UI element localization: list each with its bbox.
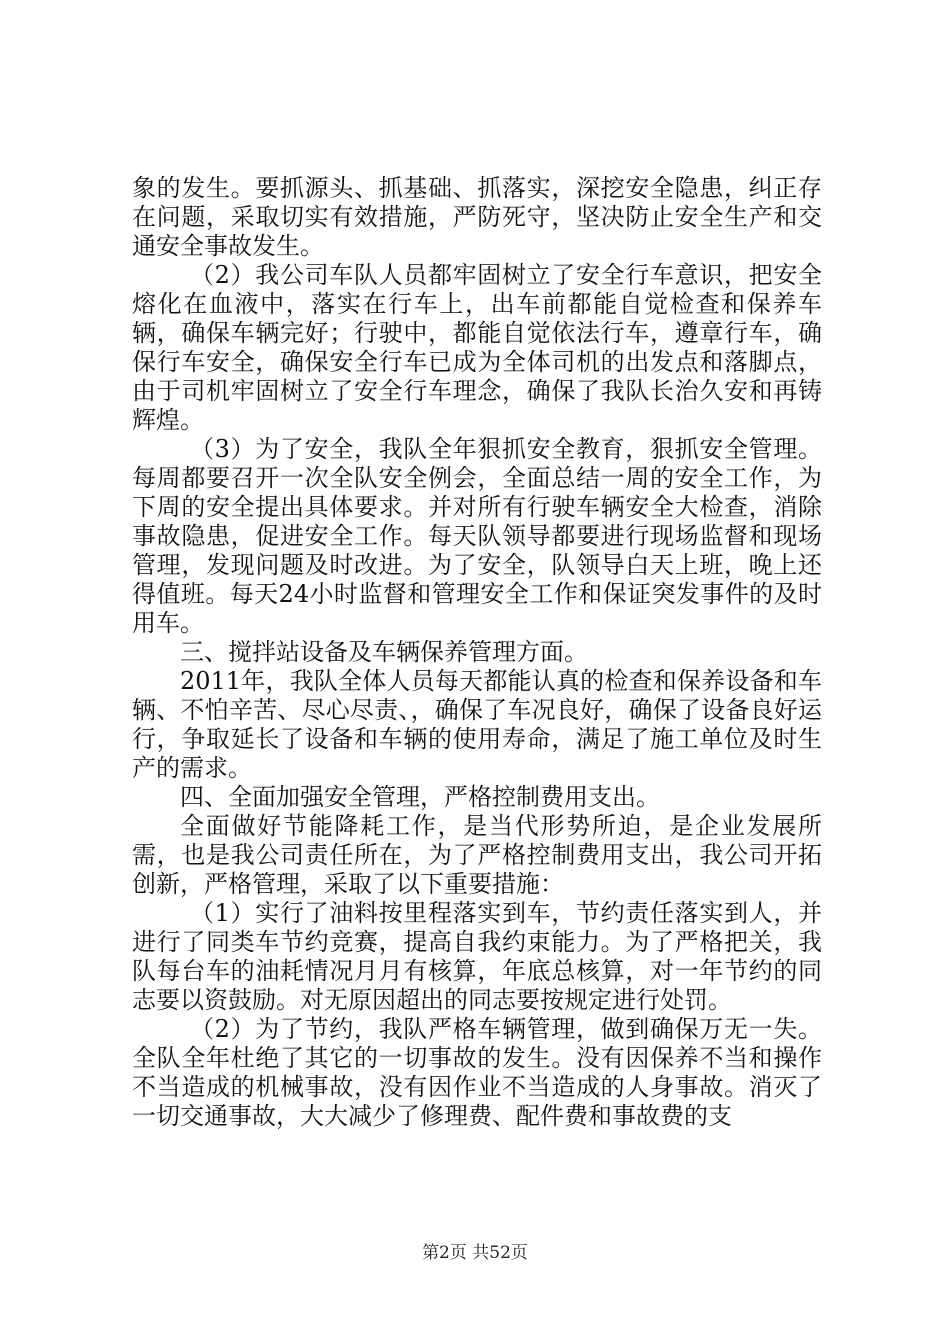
- body-text: [132, 174, 822, 1131]
- paragraph-energy-saving: 全面做好节能降耗工作，是当代形势所迫，是企业发展所需，也是我公司责任所在，为了严格控制费用支出，我公司开拓创新，严格管理，采取了以下重要措施：: [132, 812, 822, 898]
- paragraph-continuation: 象的发生。要抓源头、抓基础、抓落实，深挖安全隐患，纠正存在问题，采取切实有效措施，严防死守，坚决防止安全生产和交通安全事故发生。: [132, 174, 822, 260]
- section-heading-3: 三、搅拌站设备及车辆保养管理方面。: [180, 638, 588, 666]
- paragraph-item-3-safety-education: （3）为了安全，我队全年狠抓安全教育，狠抓安全管理。每周都要召开一次全队安全例会，全面总结一周的安全工作，为下周的安全提出具体要求。并对所有行驶车辆安全大检查，消除事故隐患，促进安全工作。每天队领导都要进行现场监督和现场管理，发现问题及时改进。为了安全，队领导白天上班，晚上还得值班。每天24小时监督和管理安全工作和保证突发事件的及时用车。: [132, 435, 822, 637]
- section-heading-4: 四、全面加强安全管理，严格控制费用支出。: [180, 783, 660, 811]
- page-number-footer: 第2页 共52页: [422, 1243, 528, 1263]
- paragraph-maintenance: 2011年，我队全体人员每天都能认真的检查和保养设备和车辆、不怕辛苦、尽心尽责、，确保了车况良好，确保了设备良好运行，争取延长了设备和车辆的使用寿命，满足了施工单位及时生产的需求。: [132, 667, 822, 782]
- paragraph-item-2-safety-awareness: （2）我公司车队人员都牢固树立了安全行车意识，把安全熔化在血液中，落实在行车上，出车前都能自觉检查和保养车辆，确保车辆完好；行驶中，都能自觉依法行车，遵章行车，确保行车安全，确保安全行车已成为全体司机的出发点和落脚点，由于司机牢固树立了安全行车理念，确保了我队长治久安和再铸辉煌。: [132, 261, 822, 434]
- paragraph-item-1-fuel: （1）实行了油料按里程落实到车，节约责任落实到人，并进行了同类车节约竞赛，提高自我约束能力。为了严格把关，我队每台车的油耗情况月月有核算，年底总核算，对一年节约的同志要以资鼓励。对无原因超出的同志要按规定进行处罚。: [132, 899, 822, 1014]
- paragraph-item-2-vehicle-management: （2）为了节约，我队严格车辆管理，做到确保万无一失。全队全年杜绝了其它的一切事故的发生。没有因保养不当和操作不当造成的机械事故，没有因作业不当造成的人身事故。消灭了一切交通事故，大大减少了修理费、配件费和事故费的支: [132, 1015, 822, 1130]
